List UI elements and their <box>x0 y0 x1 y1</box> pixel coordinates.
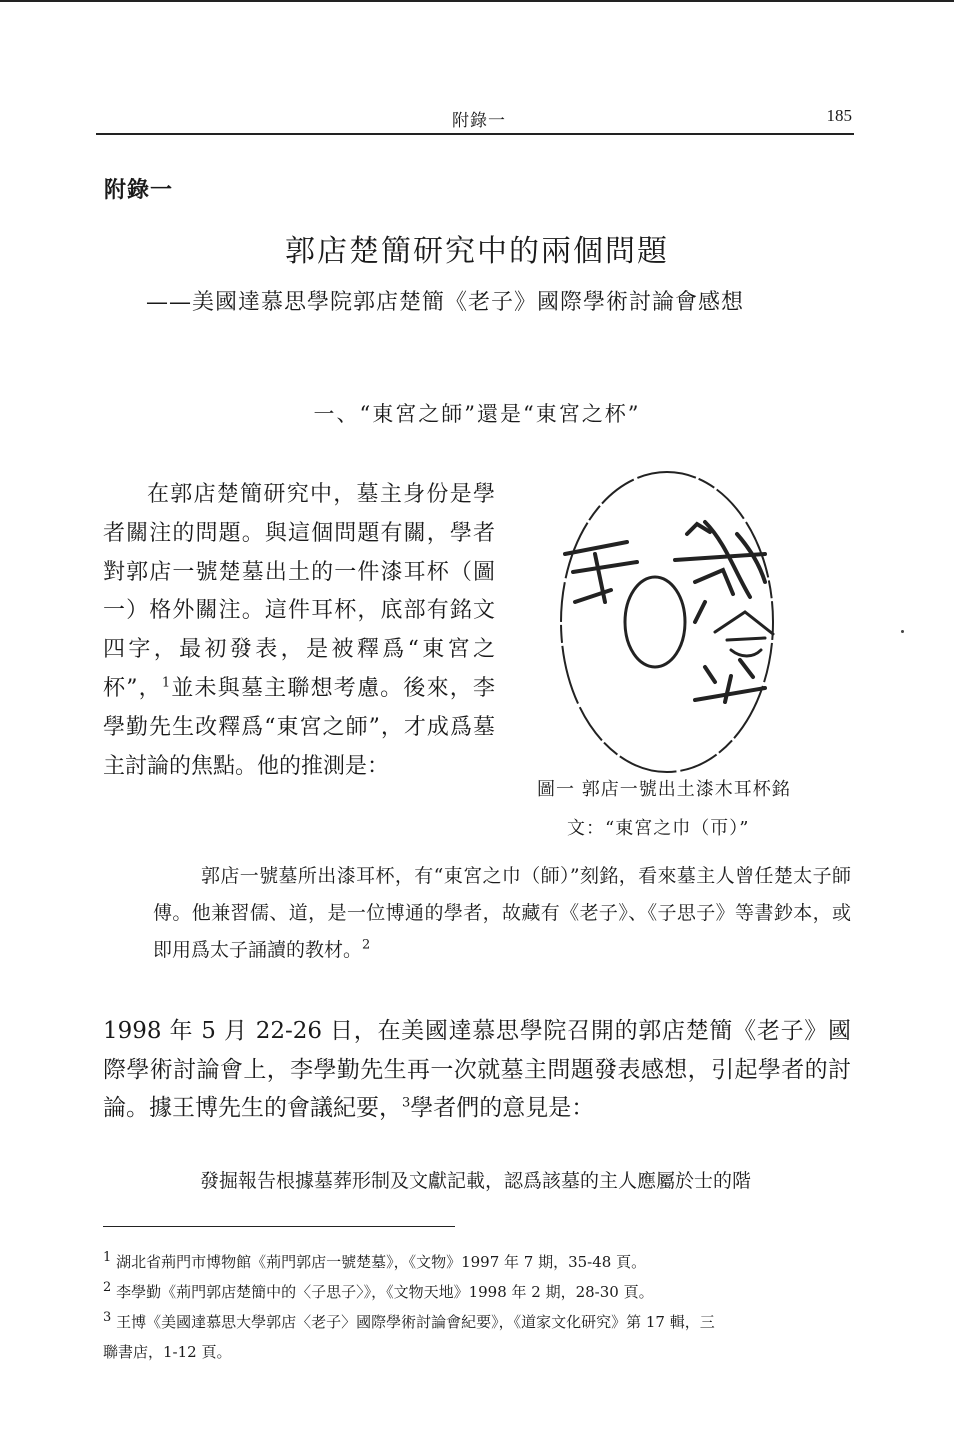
block-quote-2: 發掘報告根據墓葬形制及文獻記載，認爲該墓的主人應屬於士的階 <box>200 1170 752 1192</box>
footnote-1 <box>103 1247 853 1277</box>
body-paragraph-2 <box>103 1012 851 1128</box>
footnote-2-number: 2 <box>103 1280 112 1295</box>
page-number: 185 <box>826 106 852 125</box>
body-paragraph-2-text-a: 1998 年 5 月 22-26 日，在美國達慕思學院召開的郭店楚簡《老子》國際學術討論會上，李學勤先生再一次就墓主問題發表感想，引起學者的討論。據王博先生的會議紀要， <box>103 1018 851 1121</box>
glyph-zhi <box>715 612 773 656</box>
body-paragraph-1-text-a: 在郭店楚簡研究中，墓主身份是學者關注的問題。與這個問題有關，學者對郭店一號楚墓出土的一件漆耳杯（圖一）格外關注。這件耳杯，底部有銘文四字，最初發表，是被釋爲“東宮之杯”， <box>103 482 495 701</box>
footnote-3-number: 3 <box>103 1310 112 1325</box>
footnote-ref-2: 2 <box>362 937 371 953</box>
glyph-dong <box>675 522 765 622</box>
body-paragraph-1 <box>103 476 495 786</box>
footnote-1-text: 湖北省荊門市博物館《荊門郭店一號楚墓》，《文物》1997 年 7 期，35-48 頁。 <box>116 1253 647 1271</box>
footnote-3-continuation: 聯書店，1-12 頁。 <box>103 1343 232 1361</box>
footnotes <box>103 1247 853 1367</box>
body-paragraph-1-text-b: 並未與墓主聯想考慮。後來，李學勤先生改釋爲“東宮之師”，才成爲墓主討論的焦點。他的推測是： <box>103 675 495 779</box>
glyph-shi <box>695 660 765 702</box>
article-title: 郭店楚簡研究中的兩個問題 <box>285 234 669 269</box>
figure-caption-line-2: 文：“東宮之巾（帀）” <box>567 818 750 839</box>
footnote-2-text: 李學勤《荊門郭店楚簡中的〈子思子〉》，《文物天地》1998 年 2 期，28-30 頁。 <box>116 1283 654 1301</box>
figure-inscription-rubbing <box>555 462 795 782</box>
glyph-gong <box>565 542 637 602</box>
footnote-rule <box>103 1226 455 1227</box>
footnote-1-number: 1 <box>103 1250 112 1265</box>
article-subtitle: ——美國達慕思學院郭店楚簡《老子》國際學術討論會感想 <box>146 290 745 315</box>
footnote-3 <box>103 1307 853 1337</box>
footnote-3-text: 王博《美國達慕思大學郭店〈老子〉國際學術討論會紀要》，《道家文化研究》第 17 輯，三 <box>116 1313 715 1331</box>
footnote-ref-1: 1 <box>161 675 171 691</box>
footnote-2 <box>103 1277 853 1307</box>
scan-speck <box>901 630 904 633</box>
block-quote-1 <box>153 858 851 969</box>
cup-outline <box>561 472 773 772</box>
appendix-label: 附錄一 <box>104 177 174 203</box>
cup-base-ring <box>625 577 685 667</box>
footnote-ref-3: 3 <box>402 1095 411 1111</box>
block-quote-1-text: 郭店一號墓所出漆耳杯，有“東宮之巾（師）”刻銘，看來墓主人曾任楚太子師傅。他兼習儒、道，是一位博通的學者，故藏有《老子》、《子思子》等書鈔本，或即用爲太子誦讀的教材。 <box>153 865 851 961</box>
figure-caption-line-1: 圖一 郭店一號出土漆木耳杯銘 <box>537 779 791 800</box>
body-paragraph-2-text-b: 學者們的意見是： <box>410 1095 595 1121</box>
running-header <box>96 104 854 134</box>
running-header-title: 附錄一 <box>452 111 506 131</box>
header-rule <box>96 133 854 135</box>
section-heading: 一、“東宮之師”還是“東宮之杯” <box>313 402 641 426</box>
page-top-border <box>0 0 954 2</box>
inscription-illustration <box>555 462 795 782</box>
